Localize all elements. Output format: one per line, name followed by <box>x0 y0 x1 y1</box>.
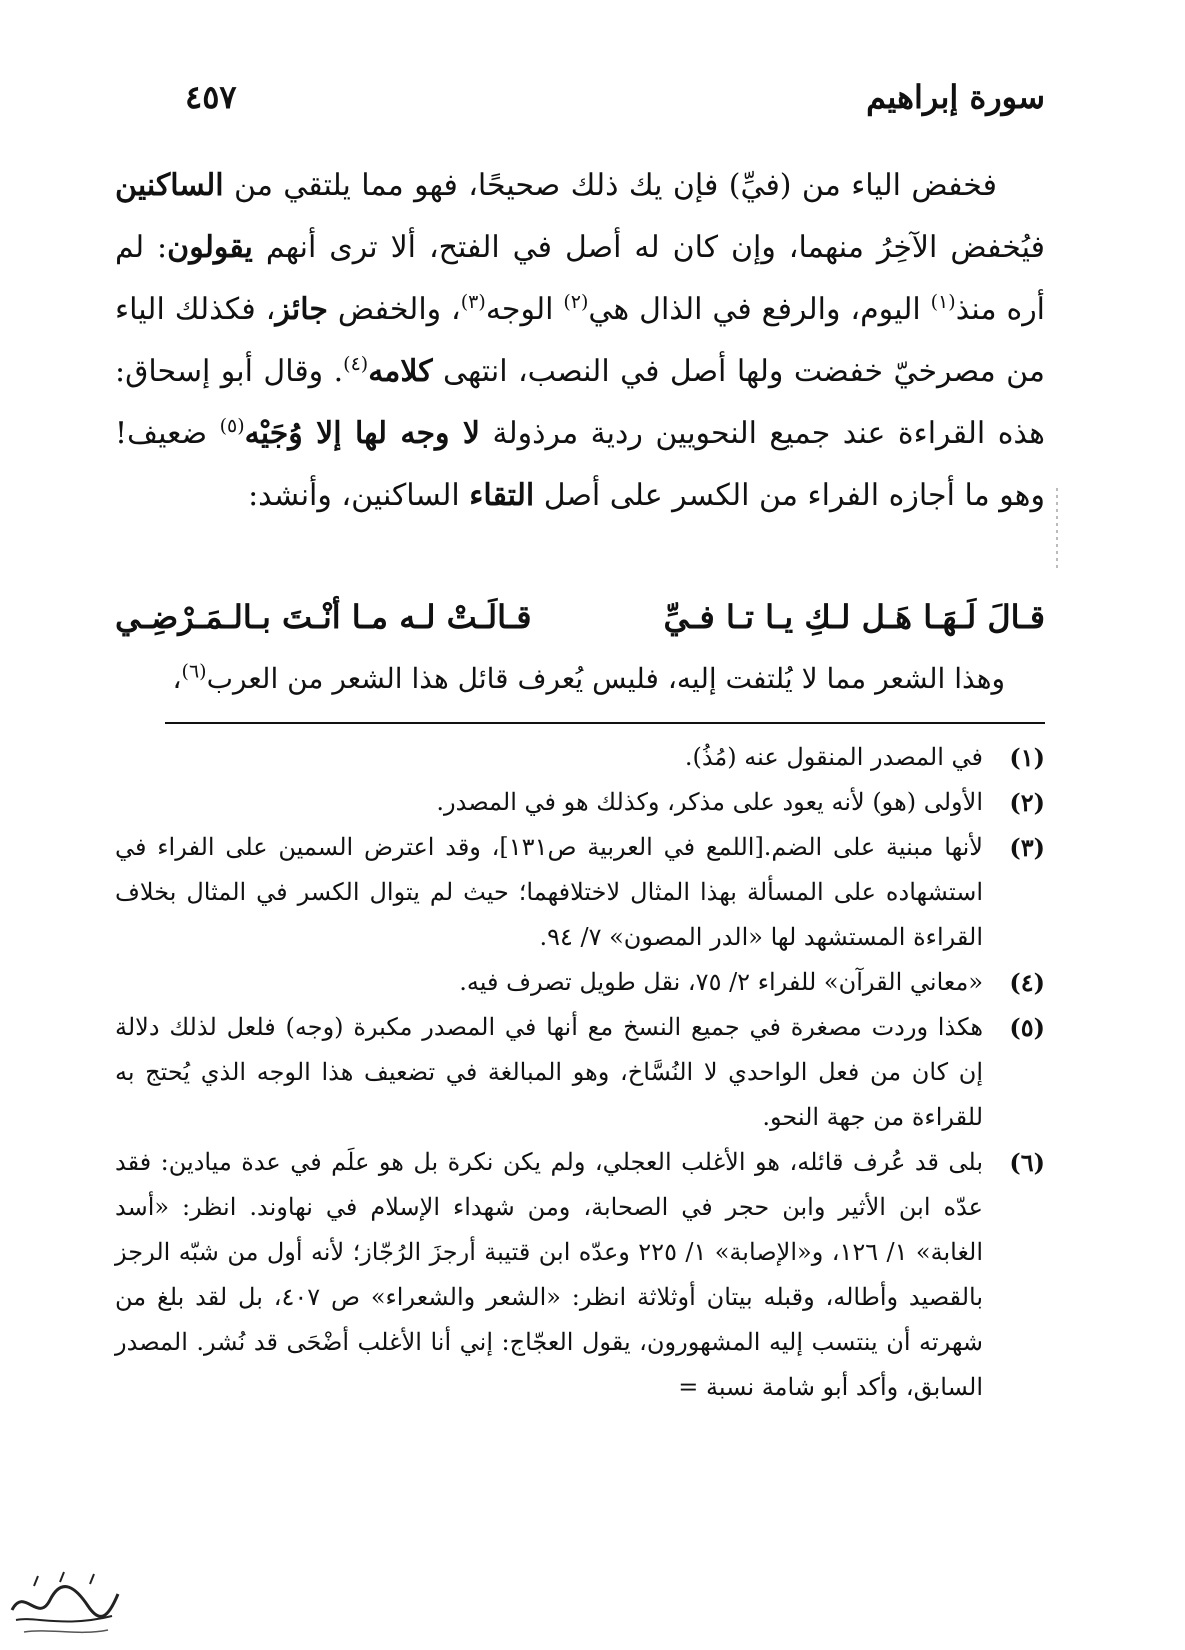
page-header <box>185 78 1045 128</box>
footnote-ref: (٦) <box>181 660 207 683</box>
footnote-item <box>115 960 1045 1005</box>
footnote-item <box>115 780 1045 825</box>
footnote-marker: (٢) <box>1009 788 1045 817</box>
text-run: . وقال أبو إسحاق: هذه القراءة عند جميع النحويين ردية مرذولة <box>115 354 1045 451</box>
page-number: ٤٥٧ <box>185 78 237 116</box>
poetry-verse <box>115 598 1045 658</box>
text-run: ، فكذلك الياء من مصرخيّ خفضت ولها أصل في النصب، انتهى <box>115 292 1045 389</box>
text-run: الوجه <box>485 292 564 327</box>
footnote-text: «معاني القرآن» للفراء ٢/ ٧٥، نقل طويل تصرف فيه. <box>459 968 983 996</box>
bold-run: يقولون <box>167 230 253 265</box>
text-run: اليوم، والرفع في الذال هي <box>588 292 931 327</box>
footnote-item <box>115 825 1045 960</box>
bold-run: كلامه <box>368 354 433 389</box>
footnote-text: في المصدر المنقول عنه (مُذُ). <box>684 743 983 771</box>
text-run: ضعيف! وهو ما أجازه الفراء من الكسر على أصل <box>115 416 1045 513</box>
text-run: فيُخفض الآخِرُ منهما، وإن كان له أصل في الفتح، ألا ترى أنهم <box>252 230 1046 265</box>
text-run: فخفض الياء من (فيِّ) فإن يك ذلك صحيحًا، فهو مما يلتقي من <box>223 168 997 203</box>
library-logo-watermark <box>4 1566 124 1642</box>
footnote-marker: (٦) <box>1009 1148 1045 1177</box>
footnote-marker: (٤) <box>1009 968 1045 997</box>
first-hemistich: قـالَ لَـهَـا هَـل لـكِ يـا تـا فـيِّ <box>663 598 1045 636</box>
bold-run: لا وجه لها إلا وُجَيْه <box>244 416 480 451</box>
after-verse-line <box>115 656 1045 702</box>
text-run: الساكنين، وأنشد: <box>248 478 470 513</box>
footnote-ref: (٣) <box>460 291 486 313</box>
surah-title: سورة إبراهيم <box>866 78 1045 116</box>
main-text <box>115 155 1045 527</box>
footnote-text: بلى قد عُرف قائله، هو الأغلب العجلي، ولم يكن نكرة بل هو علَم في عدة ميادين: فقد عدّه ابن الأثير وابن حجر في الصحابة، ومن شهداء الإسلام في نهاوند. انظر: «أسد الغابة» ١/ ١٢٦، و«الإصابة» ١/ ٢٢٥ وعدّه ابن قتيبة أرجزَ الرُجّاز؛ لأنه أول من شبّه الرجز بالقصيد وأطاله، وقبله بيتان أوثلاثة انظر: «الشعر والشعراء» ص ٤٠٧، بل لقد بلغ من شهرته أن ينتسب إليه المشهورون، يقول العجّاج: إني أنا الأغلب أضْحَى قد نُشر. المصدر السابق، وأكد أبو شامة نسبة = <box>115 1148 984 1401</box>
footnote-text: الأولى (هو) لأنه يعود على مذكر، وكذلك هو في المصدر. <box>436 788 983 816</box>
footnote-item <box>115 735 1045 780</box>
footnotes <box>115 735 1045 1410</box>
second-hemistich: قـالَـتْ لـه مـا أنْـتَ بـالـمَـرْضِـي <box>115 598 532 636</box>
footnote-item <box>115 1005 1045 1140</box>
bold-run: جائز <box>275 292 328 327</box>
text-run: ، <box>172 662 182 695</box>
bold-run: الساكنين <box>115 168 224 203</box>
footnote-ref: (١) <box>930 291 956 313</box>
main-paragraph <box>115 155 1045 527</box>
text-run: : لم أره منذ <box>115 230 1046 327</box>
footnote-marker: (١) <box>1009 743 1045 772</box>
bold-run: التقاء <box>469 478 535 513</box>
footnote-ref: (٤) <box>343 353 369 375</box>
text-run: وهذا الشعر مما لا يُلتفت إليه، فليس يُعرف قائل هذا الشعر من العرب <box>206 662 1005 695</box>
text-run: ، والخفض <box>327 292 461 327</box>
footnote-divider <box>165 722 1045 724</box>
footnote-marker: (٥) <box>1009 1013 1045 1042</box>
footnote-text: لأنها مبنية على الضم.[اللمع في العربية ص١٣١]، وقد اعترض السمين على الفراء في استشهاده على المسألة بهذا المثال لاختلافهما؛ حيث لم يتوال الكسر في المثال بخلاف القراءة المستشهد لها «الدر المصون» ٧/ ٩٤. <box>115 833 983 951</box>
footnote-text: هكذا وردت مصغرة في جميع النسخ مع أنها في المصدر مكبرة (وجه) فلعل لذلك دلالة إن كان من فعل الواحدي لا النُسَّاخ، وهو المبالغة في تضعيف هذا الوجه الذي يُحتج به للقراءة من جهة النحو. <box>115 1013 983 1131</box>
footnote-ref: (٥) <box>219 415 245 437</box>
footnote-ref: (٢) <box>563 291 589 313</box>
footnote-marker: (٣) <box>1009 833 1045 862</box>
footnote-item <box>115 1140 1045 1410</box>
margin-scan-mark <box>1054 488 1060 568</box>
